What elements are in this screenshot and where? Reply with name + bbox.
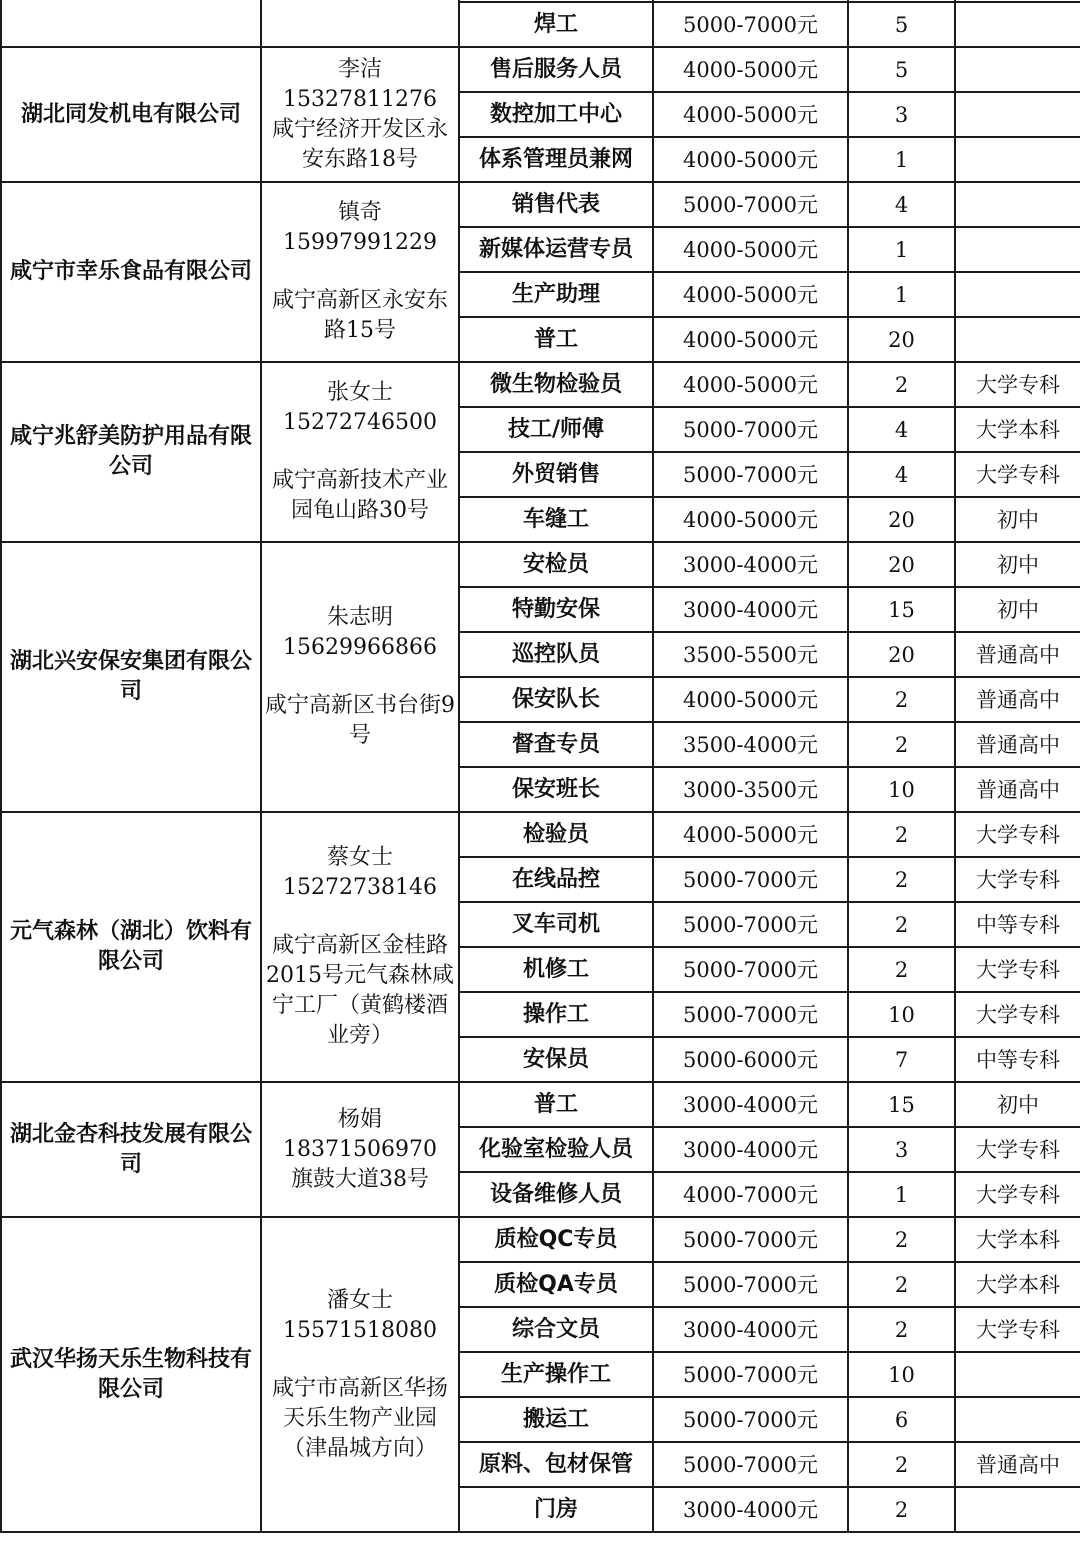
position-title: 外贸销售 (459, 452, 653, 497)
education-requirement: 大学本科 (955, 1217, 1080, 1262)
salary-range: 5000-7000元 (653, 182, 848, 227)
table-row (1, 362, 1080, 407)
headcount: 10 (848, 767, 955, 812)
headcount: 7 (848, 1037, 955, 1082)
education-requirement (955, 92, 1080, 137)
company-address: 旗鼓大道38号 (291, 1166, 429, 1192)
salary-range: 3000-4000元 (653, 587, 848, 632)
position-title: 普工 (459, 317, 653, 362)
contact-cell (261, 0, 459, 47)
table-row (1, 182, 1080, 227)
position-title: 数控加工中心 (459, 92, 653, 137)
salary-range: 5000-7000元 (653, 1397, 848, 1442)
spacer (262, 1346, 458, 1374)
position-title: 销售代表 (459, 182, 653, 227)
position-title: 巡控队员 (459, 632, 653, 677)
education-requirement (955, 2, 1080, 47)
salary-range: 5000-7000元 (653, 992, 848, 1037)
headcount: 4 (848, 182, 955, 227)
salary-range: 4000-5000元 (653, 317, 848, 362)
education-requirement (955, 137, 1080, 182)
company-name: 武汉华扬天乐生物科技有限公司 (1, 1217, 261, 1532)
education-requirement: 中等专科 (955, 1037, 1080, 1082)
salary-range: 3000-4000元 (653, 1487, 848, 1532)
position-title: 焊工 (459, 2, 653, 47)
headcount: 15 (848, 587, 955, 632)
salary-range: 5000-7000元 (653, 1262, 848, 1307)
education-requirement: 普通高中 (955, 722, 1080, 767)
education-requirement: 大学专科 (955, 1307, 1080, 1352)
salary-range: 4000-5000元 (653, 272, 848, 317)
contact-person: 张女士15272746500 (283, 380, 437, 435)
position-title: 原料、包材保管 (459, 1442, 653, 1487)
spacer (262, 258, 458, 286)
position-title: 质检QC专员 (459, 1217, 653, 1262)
salary-range: 4000-7000元 (653, 1172, 848, 1217)
headcount: 3 (848, 1127, 955, 1172)
company-name (1, 0, 261, 47)
education-requirement: 大学专科 (955, 1127, 1080, 1172)
salary-range: 5000-7000元 (653, 1352, 848, 1397)
table-row (1, 812, 1080, 857)
company-name: 咸宁市幸乐食品有限公司 (1, 182, 261, 362)
headcount: 2 (848, 1442, 955, 1487)
contact-person: 杨娟18371506970 (283, 1106, 437, 1162)
position-title: 安保员 (459, 1037, 653, 1082)
salary-range: 4000-5000元 (653, 92, 848, 137)
position-title: 督查专员 (459, 722, 653, 767)
company-name: 元气森林（湖北）饮料有限公司 (1, 812, 261, 1082)
salary-range: 3500-5500元 (653, 632, 848, 677)
headcount: 20 (848, 542, 955, 587)
education-requirement: 大学专科 (955, 362, 1080, 407)
contact-cell (261, 542, 459, 812)
position-title: 设备维修人员 (459, 1172, 653, 1217)
salary-range: 5000-7000元 (653, 857, 848, 902)
contact-cell (261, 1082, 459, 1217)
education-requirement (955, 227, 1080, 272)
salary-range: 5000-7000元 (653, 947, 848, 992)
education-requirement (955, 47, 1080, 92)
education-requirement (955, 317, 1080, 362)
education-requirement: 初中 (955, 542, 1080, 587)
contact-cell (261, 362, 459, 542)
position-title: 叉车司机 (459, 902, 653, 947)
education-requirement (955, 1352, 1080, 1397)
position-title: 售后服务人员 (459, 47, 653, 92)
salary-range: 5000-7000元 (653, 452, 848, 497)
position-title: 操作工 (459, 992, 653, 1037)
salary-range: 3000-4000元 (653, 1082, 848, 1127)
education-requirement: 大学专科 (955, 452, 1080, 497)
salary-range: 5000-7000元 (653, 1442, 848, 1487)
salary-range: 5000-6000元 (653, 1037, 848, 1082)
headcount: 2 (848, 1262, 955, 1307)
contact-cell (261, 182, 459, 362)
contact-cell (261, 1217, 459, 1532)
education-requirement (955, 1487, 1080, 1532)
education-requirement: 初中 (955, 497, 1080, 542)
salary-range: 3000-3500元 (653, 767, 848, 812)
headcount: 10 (848, 992, 955, 1037)
position-title: 生产助理 (459, 272, 653, 317)
position-title: 普工 (459, 1082, 653, 1127)
headcount: 2 (848, 1217, 955, 1262)
position-title: 体系管理员兼网 (459, 137, 653, 182)
contact-cell (261, 812, 459, 1082)
position-title: 生产操作工 (459, 1352, 653, 1397)
spacer (262, 903, 458, 931)
headcount: 2 (848, 362, 955, 407)
position-title: 新媒体运营专员 (459, 227, 653, 272)
company-address: 咸宁高新区金桂路2015号元气森林咸宁工厂（黄鹤楼酒业旁） (266, 933, 454, 1048)
company-name: 咸宁兆舒美防护用品有限公司 (1, 362, 261, 542)
company-address: 咸宁经济开发区永安东路18号 (271, 116, 448, 172)
company-name: 湖北金杏科技发展有限公司 (1, 1082, 261, 1217)
headcount: 20 (848, 632, 955, 677)
contact-person: 蔡女士15272738146 (283, 845, 437, 900)
salary-range: 4000-5000元 (653, 47, 848, 92)
salary-range: 5000-7000元 (653, 407, 848, 452)
table-row (1, 1082, 1080, 1127)
headcount: 1 (848, 227, 955, 272)
position-title: 保安班长 (459, 767, 653, 812)
salary-range: 4000-5000元 (653, 362, 848, 407)
position-title: 化验室检验人员 (459, 1127, 653, 1172)
spacer (262, 663, 458, 691)
salary-range: 3000-4000元 (653, 1307, 848, 1352)
position-title: 安检员 (459, 542, 653, 587)
headcount: 3 (848, 92, 955, 137)
headcount: 1 (848, 1172, 955, 1217)
headcount: 2 (848, 902, 955, 947)
headcount: 10 (848, 1352, 955, 1397)
salary-range: 4000-5000元 (653, 137, 848, 182)
headcount: 4 (848, 452, 955, 497)
salary-range: 3500-4000元 (653, 722, 848, 767)
spacer (262, 438, 458, 466)
education-requirement: 大学本科 (955, 1262, 1080, 1307)
education-requirement (955, 272, 1080, 317)
contact-person: 李洁15327811276 (283, 56, 437, 112)
position-title: 搬运工 (459, 1397, 653, 1442)
position-title: 机修工 (459, 947, 653, 992)
company-address: 咸宁高新区永安东路15号 (271, 288, 448, 343)
contact-person: 潘女士15571518080 (283, 1287, 437, 1343)
position-title: 质检QA专员 (459, 1262, 653, 1307)
company-name: 湖北同发机电有限公司 (1, 47, 261, 182)
position-title: 特勤安保 (459, 587, 653, 632)
salary-range: 4000-5000元 (653, 812, 848, 857)
headcount: 6 (848, 1397, 955, 1442)
headcount: 4 (848, 407, 955, 452)
position-title: 车缝工 (459, 497, 653, 542)
table-row (1, 47, 1080, 92)
headcount: 20 (848, 317, 955, 362)
headcount: 2 (848, 857, 955, 902)
education-requirement: 普通高中 (955, 767, 1080, 812)
headcount: 5 (848, 47, 955, 92)
education-requirement: 初中 (955, 1082, 1080, 1127)
education-requirement: 大学本科 (955, 407, 1080, 452)
headcount: 5 (848, 2, 955, 47)
job-table-body (1, 0, 1080, 1532)
headcount: 2 (848, 1487, 955, 1532)
position-title: 门房 (459, 1487, 653, 1532)
education-requirement: 中等专科 (955, 902, 1080, 947)
headcount: 1 (848, 272, 955, 317)
position-title: 在线品控 (459, 857, 653, 902)
education-requirement: 大学专科 (955, 1172, 1080, 1217)
headcount: 2 (848, 1307, 955, 1352)
salary-range: 5000-7000元 (653, 902, 848, 947)
education-requirement: 大学专科 (955, 812, 1080, 857)
education-requirement (955, 1397, 1080, 1442)
education-requirement: 初中 (955, 587, 1080, 632)
company-address: 咸宁高新区书台街9号 (265, 693, 455, 748)
headcount: 15 (848, 1082, 955, 1127)
position-title: 保安队长 (459, 677, 653, 722)
position-title: 技工/师傅 (459, 407, 653, 452)
salary-range: 4000-5000元 (653, 227, 848, 272)
salary-range: 4000-5000元 (653, 497, 848, 542)
contact-person: 朱志明15629966866 (283, 605, 437, 660)
table-row (1, 542, 1080, 587)
headcount: 2 (848, 722, 955, 767)
position-title: 检验员 (459, 812, 653, 857)
contact-person: 镇奇15997991229 (283, 200, 437, 255)
education-requirement (955, 182, 1080, 227)
contact-cell (261, 47, 459, 182)
education-requirement: 普通高中 (955, 632, 1080, 677)
education-requirement: 大学专科 (955, 947, 1080, 992)
education-requirement: 普通高中 (955, 1442, 1080, 1487)
salary-range: 3000-4000元 (653, 542, 848, 587)
salary-range: 3000-4000元 (653, 1127, 848, 1172)
headcount: 2 (848, 677, 955, 722)
headcount: 2 (848, 947, 955, 992)
education-requirement: 大学专科 (955, 857, 1080, 902)
headcount: 2 (848, 812, 955, 857)
position-title: 微生物检验员 (459, 362, 653, 407)
position-title: 综合文员 (459, 1307, 653, 1352)
headcount: 20 (848, 497, 955, 542)
company-name: 湖北兴安保安集团有限公司 (1, 542, 261, 812)
company-address: 咸宁高新技术产业园龟山路30号 (271, 468, 448, 523)
company-address: 咸宁市高新区华扬天乐生物产业园（津晶城方向） (271, 1375, 448, 1461)
salary-range: 5000-7000元 (653, 1217, 848, 1262)
salary-range: 4000-5000元 (653, 677, 848, 722)
education-requirement: 普通高中 (955, 677, 1080, 722)
salary-range: 5000-7000元 (653, 2, 848, 47)
table-row (1, 1217, 1080, 1262)
headcount: 1 (848, 137, 955, 182)
education-requirement: 大学专科 (955, 992, 1080, 1037)
